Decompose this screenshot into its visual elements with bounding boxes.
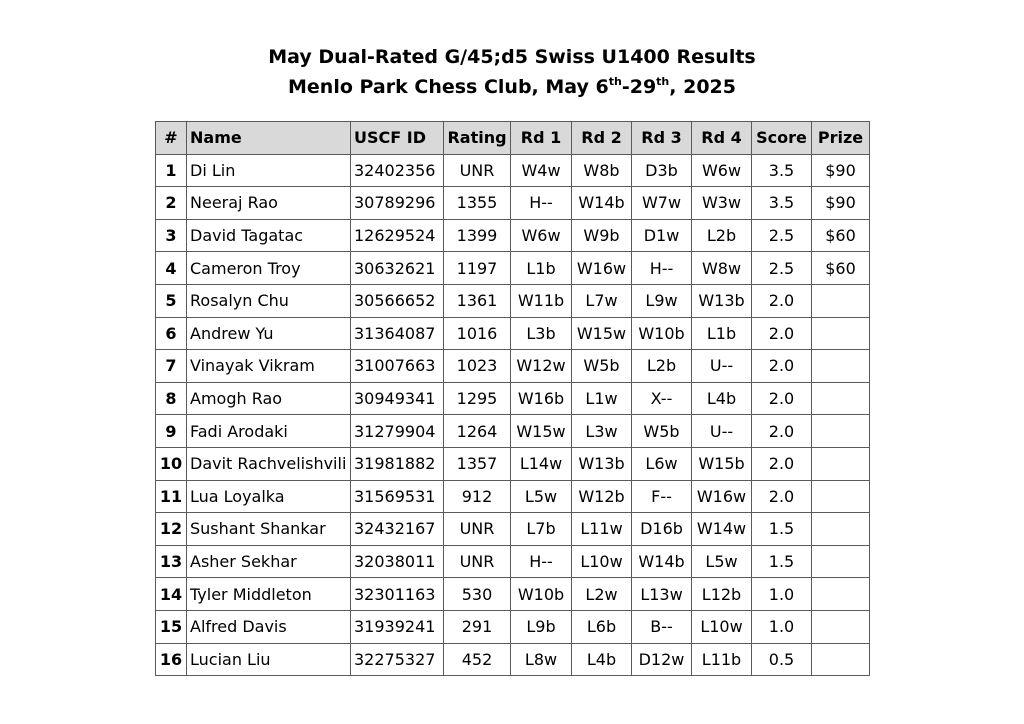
player-number: 13: [156, 545, 187, 578]
player-number: 5: [156, 284, 187, 317]
round-2-result: W8b: [572, 154, 632, 187]
player-prize: [812, 513, 870, 546]
round-1-result: W11b: [511, 284, 572, 317]
player-name: Neeraj Rao: [187, 187, 351, 220]
player-prize: [812, 610, 870, 643]
header-rd3: Rd 3: [632, 122, 692, 155]
player-uscf-id: 32275327: [351, 643, 444, 676]
player-number: 7: [156, 350, 187, 383]
player-uscf-id: 30949341: [351, 382, 444, 415]
player-uscf-id: 32432167: [351, 513, 444, 546]
round-2-result: W12b: [572, 480, 632, 513]
round-3-result: D3b: [632, 154, 692, 187]
player-uscf-id: 32038011: [351, 545, 444, 578]
player-name: Andrew Yu: [187, 317, 351, 350]
player-number: 16: [156, 643, 187, 676]
player-name: Vinayak Vikram: [187, 350, 351, 383]
player-score: 3.5: [752, 187, 812, 220]
player-number: 14: [156, 578, 187, 611]
round-3-result: D12w: [632, 643, 692, 676]
round-1-result: H--: [511, 545, 572, 578]
table-row: [156, 350, 870, 383]
round-2-result: L2w: [572, 578, 632, 611]
round-3-result: W7w: [632, 187, 692, 220]
round-4-result: W8w: [692, 252, 752, 285]
table-row: [156, 382, 870, 415]
round-2-result: W9b: [572, 219, 632, 252]
player-uscf-id: 31279904: [351, 415, 444, 448]
round-4-result: L10w: [692, 610, 752, 643]
table-row: [156, 513, 870, 546]
round-4-result: W3w: [692, 187, 752, 220]
player-uscf-id: 32301163: [351, 578, 444, 611]
player-number: 10: [156, 447, 187, 480]
round-3-result: H--: [632, 252, 692, 285]
player-name: Asher Sekhar: [187, 545, 351, 578]
header-prize: Prize: [812, 122, 870, 155]
player-prize: [812, 643, 870, 676]
table-row: [156, 415, 870, 448]
player-score: 2.5: [752, 252, 812, 285]
table-row: [156, 317, 870, 350]
player-score: 0.5: [752, 643, 812, 676]
round-3-result: W10b: [632, 317, 692, 350]
round-2-result: W5b: [572, 350, 632, 383]
player-score: 2.0: [752, 284, 812, 317]
round-4-result: L4b: [692, 382, 752, 415]
player-prize: [812, 545, 870, 578]
round-1-result: W12w: [511, 350, 572, 383]
round-3-result: D1w: [632, 219, 692, 252]
player-rating: 1295: [444, 382, 511, 415]
round-1-result: L8w: [511, 643, 572, 676]
player-uscf-id: 31364087: [351, 317, 444, 350]
player-rating: 1361: [444, 284, 511, 317]
round-4-result: W15b: [692, 447, 752, 480]
title-line-2-suffix: , 2025: [669, 76, 736, 98]
header-score: Score: [752, 122, 812, 155]
player-rating: UNR: [444, 154, 511, 187]
table-row: [156, 154, 870, 187]
player-rating: 1399: [444, 219, 511, 252]
table-row: [156, 578, 870, 611]
player-name: Cameron Troy: [187, 252, 351, 285]
player-name: Fadi Arodaki: [187, 415, 351, 448]
player-name: David Tagatac: [187, 219, 351, 252]
round-4-result: L2b: [692, 219, 752, 252]
player-uscf-id: 30789296: [351, 187, 444, 220]
round-3-result: L13w: [632, 578, 692, 611]
round-3-result: L2b: [632, 350, 692, 383]
player-number: 1: [156, 154, 187, 187]
player-name: Rosalyn Chu: [187, 284, 351, 317]
round-4-result: U--: [692, 415, 752, 448]
round-1-result: L1b: [511, 252, 572, 285]
results-table-body: [156, 154, 870, 676]
header-number: #: [156, 122, 187, 155]
player-number: 4: [156, 252, 187, 285]
title-line-2: [0, 72, 1024, 102]
player-rating: 1355: [444, 187, 511, 220]
player-number: 8: [156, 382, 187, 415]
document-title: [0, 42, 1024, 102]
player-name: Tyler Middleton: [187, 578, 351, 611]
round-3-result: L6w: [632, 447, 692, 480]
player-name: Amogh Rao: [187, 382, 351, 415]
player-rating: UNR: [444, 513, 511, 546]
round-4-result: L12b: [692, 578, 752, 611]
round-3-result: W5b: [632, 415, 692, 448]
title-line-2-prefix: Menlo Park Chess Club, May 6: [288, 76, 609, 98]
round-1-result: L14w: [511, 447, 572, 480]
round-2-result: W15w: [572, 317, 632, 350]
player-score: 2.0: [752, 350, 812, 383]
table-row: [156, 610, 870, 643]
player-prize: [812, 284, 870, 317]
player-score: 1.0: [752, 610, 812, 643]
player-rating: 1264: [444, 415, 511, 448]
player-prize: [812, 578, 870, 611]
round-4-result: W14w: [692, 513, 752, 546]
header-rating: Rating: [444, 122, 511, 155]
player-uscf-id: 30632621: [351, 252, 444, 285]
player-rating: 1197: [444, 252, 511, 285]
round-4-result: L5w: [692, 545, 752, 578]
player-rating: 530: [444, 578, 511, 611]
player-number: 11: [156, 480, 187, 513]
round-1-result: W16b: [511, 382, 572, 415]
header-rd2: Rd 2: [572, 122, 632, 155]
player-uscf-id: 31981882: [351, 447, 444, 480]
round-2-result: L7w: [572, 284, 632, 317]
player-prize: $90: [812, 187, 870, 220]
player-rating: 1023: [444, 350, 511, 383]
round-2-result: W13b: [572, 447, 632, 480]
round-3-result: L9w: [632, 284, 692, 317]
round-4-result: L11b: [692, 643, 752, 676]
round-3-result: B--: [632, 610, 692, 643]
round-1-result: L5w: [511, 480, 572, 513]
player-rating: 452: [444, 643, 511, 676]
player-name: Lua Loyalka: [187, 480, 351, 513]
round-1-result: L7b: [511, 513, 572, 546]
player-uscf-id: 31569531: [351, 480, 444, 513]
round-2-result: L11w: [572, 513, 632, 546]
round-2-result: W14b: [572, 187, 632, 220]
player-rating: 291: [444, 610, 511, 643]
round-2-result: L3w: [572, 415, 632, 448]
player-prize: $60: [812, 219, 870, 252]
player-number: 6: [156, 317, 187, 350]
player-prize: [812, 447, 870, 480]
player-uscf-id: 31007663: [351, 350, 444, 383]
round-3-result: W14b: [632, 545, 692, 578]
table-row: [156, 284, 870, 317]
title-superscript-1: th: [608, 74, 622, 88]
round-3-result: X--: [632, 382, 692, 415]
header-name: Name: [187, 122, 351, 155]
player-score: 1.5: [752, 513, 812, 546]
round-4-result: U--: [692, 350, 752, 383]
player-prize: [812, 415, 870, 448]
player-score: 2.0: [752, 317, 812, 350]
round-1-result: W4w: [511, 154, 572, 187]
player-rating: 912: [444, 480, 511, 513]
player-name: Alfred Davis: [187, 610, 351, 643]
header-rd4: Rd 4: [692, 122, 752, 155]
round-1-result: L3b: [511, 317, 572, 350]
header-rd1: Rd 1: [511, 122, 572, 155]
player-score: 2.5: [752, 219, 812, 252]
player-number: 3: [156, 219, 187, 252]
player-number: 9: [156, 415, 187, 448]
player-score: 2.0: [752, 382, 812, 415]
player-prize: [812, 350, 870, 383]
title-line-2-mid: -29: [621, 76, 657, 98]
table-row: [156, 480, 870, 513]
round-4-result: W16w: [692, 480, 752, 513]
results-table-header: [156, 122, 870, 155]
table-row: [156, 187, 870, 220]
player-uscf-id: 32402356: [351, 154, 444, 187]
player-number: 12: [156, 513, 187, 546]
round-1-result: W6w: [511, 219, 572, 252]
player-name: Di Lin: [187, 154, 351, 187]
player-score: 2.0: [752, 415, 812, 448]
player-number: 15: [156, 610, 187, 643]
player-rating: 1357: [444, 447, 511, 480]
round-1-result: L9b: [511, 610, 572, 643]
player-uscf-id: 12629524: [351, 219, 444, 252]
round-2-result: L10w: [572, 545, 632, 578]
player-name: Davit Rachvelishvili: [187, 447, 351, 480]
table-row: [156, 643, 870, 676]
results-table: [155, 121, 870, 676]
title-superscript-2: th: [656, 74, 670, 88]
round-4-result: W13b: [692, 284, 752, 317]
header-row: [156, 122, 870, 155]
player-score: 2.0: [752, 480, 812, 513]
round-2-result: W16w: [572, 252, 632, 285]
round-2-result: L1w: [572, 382, 632, 415]
player-prize: [812, 480, 870, 513]
player-score: 2.0: [752, 447, 812, 480]
table-row: [156, 545, 870, 578]
player-prize: $90: [812, 154, 870, 187]
player-score: 3.5: [752, 154, 812, 187]
round-2-result: L4b: [572, 643, 632, 676]
round-4-result: L1b: [692, 317, 752, 350]
round-1-result: W15w: [511, 415, 572, 448]
table-row: [156, 219, 870, 252]
round-3-result: F--: [632, 480, 692, 513]
table-row: [156, 252, 870, 285]
player-name: Lucian Liu: [187, 643, 351, 676]
player-score: 1.0: [752, 578, 812, 611]
player-rating: 1016: [444, 317, 511, 350]
player-prize: [812, 317, 870, 350]
player-number: 2: [156, 187, 187, 220]
player-prize: $60: [812, 252, 870, 285]
round-2-result: L6b: [572, 610, 632, 643]
round-3-result: D16b: [632, 513, 692, 546]
round-4-result: W6w: [692, 154, 752, 187]
round-1-result: H--: [511, 187, 572, 220]
player-rating: UNR: [444, 545, 511, 578]
player-prize: [812, 382, 870, 415]
player-score: 1.5: [752, 545, 812, 578]
player-uscf-id: 31939241: [351, 610, 444, 643]
round-1-result: W10b: [511, 578, 572, 611]
player-name: Sushant Shankar: [187, 513, 351, 546]
table-row: [156, 447, 870, 480]
player-uscf-id: 30566652: [351, 284, 444, 317]
header-uscf-id: USCF ID: [351, 122, 444, 155]
title-line-1: May Dual-Rated G/45;d5 Swiss U1400 Results: [268, 46, 756, 68]
